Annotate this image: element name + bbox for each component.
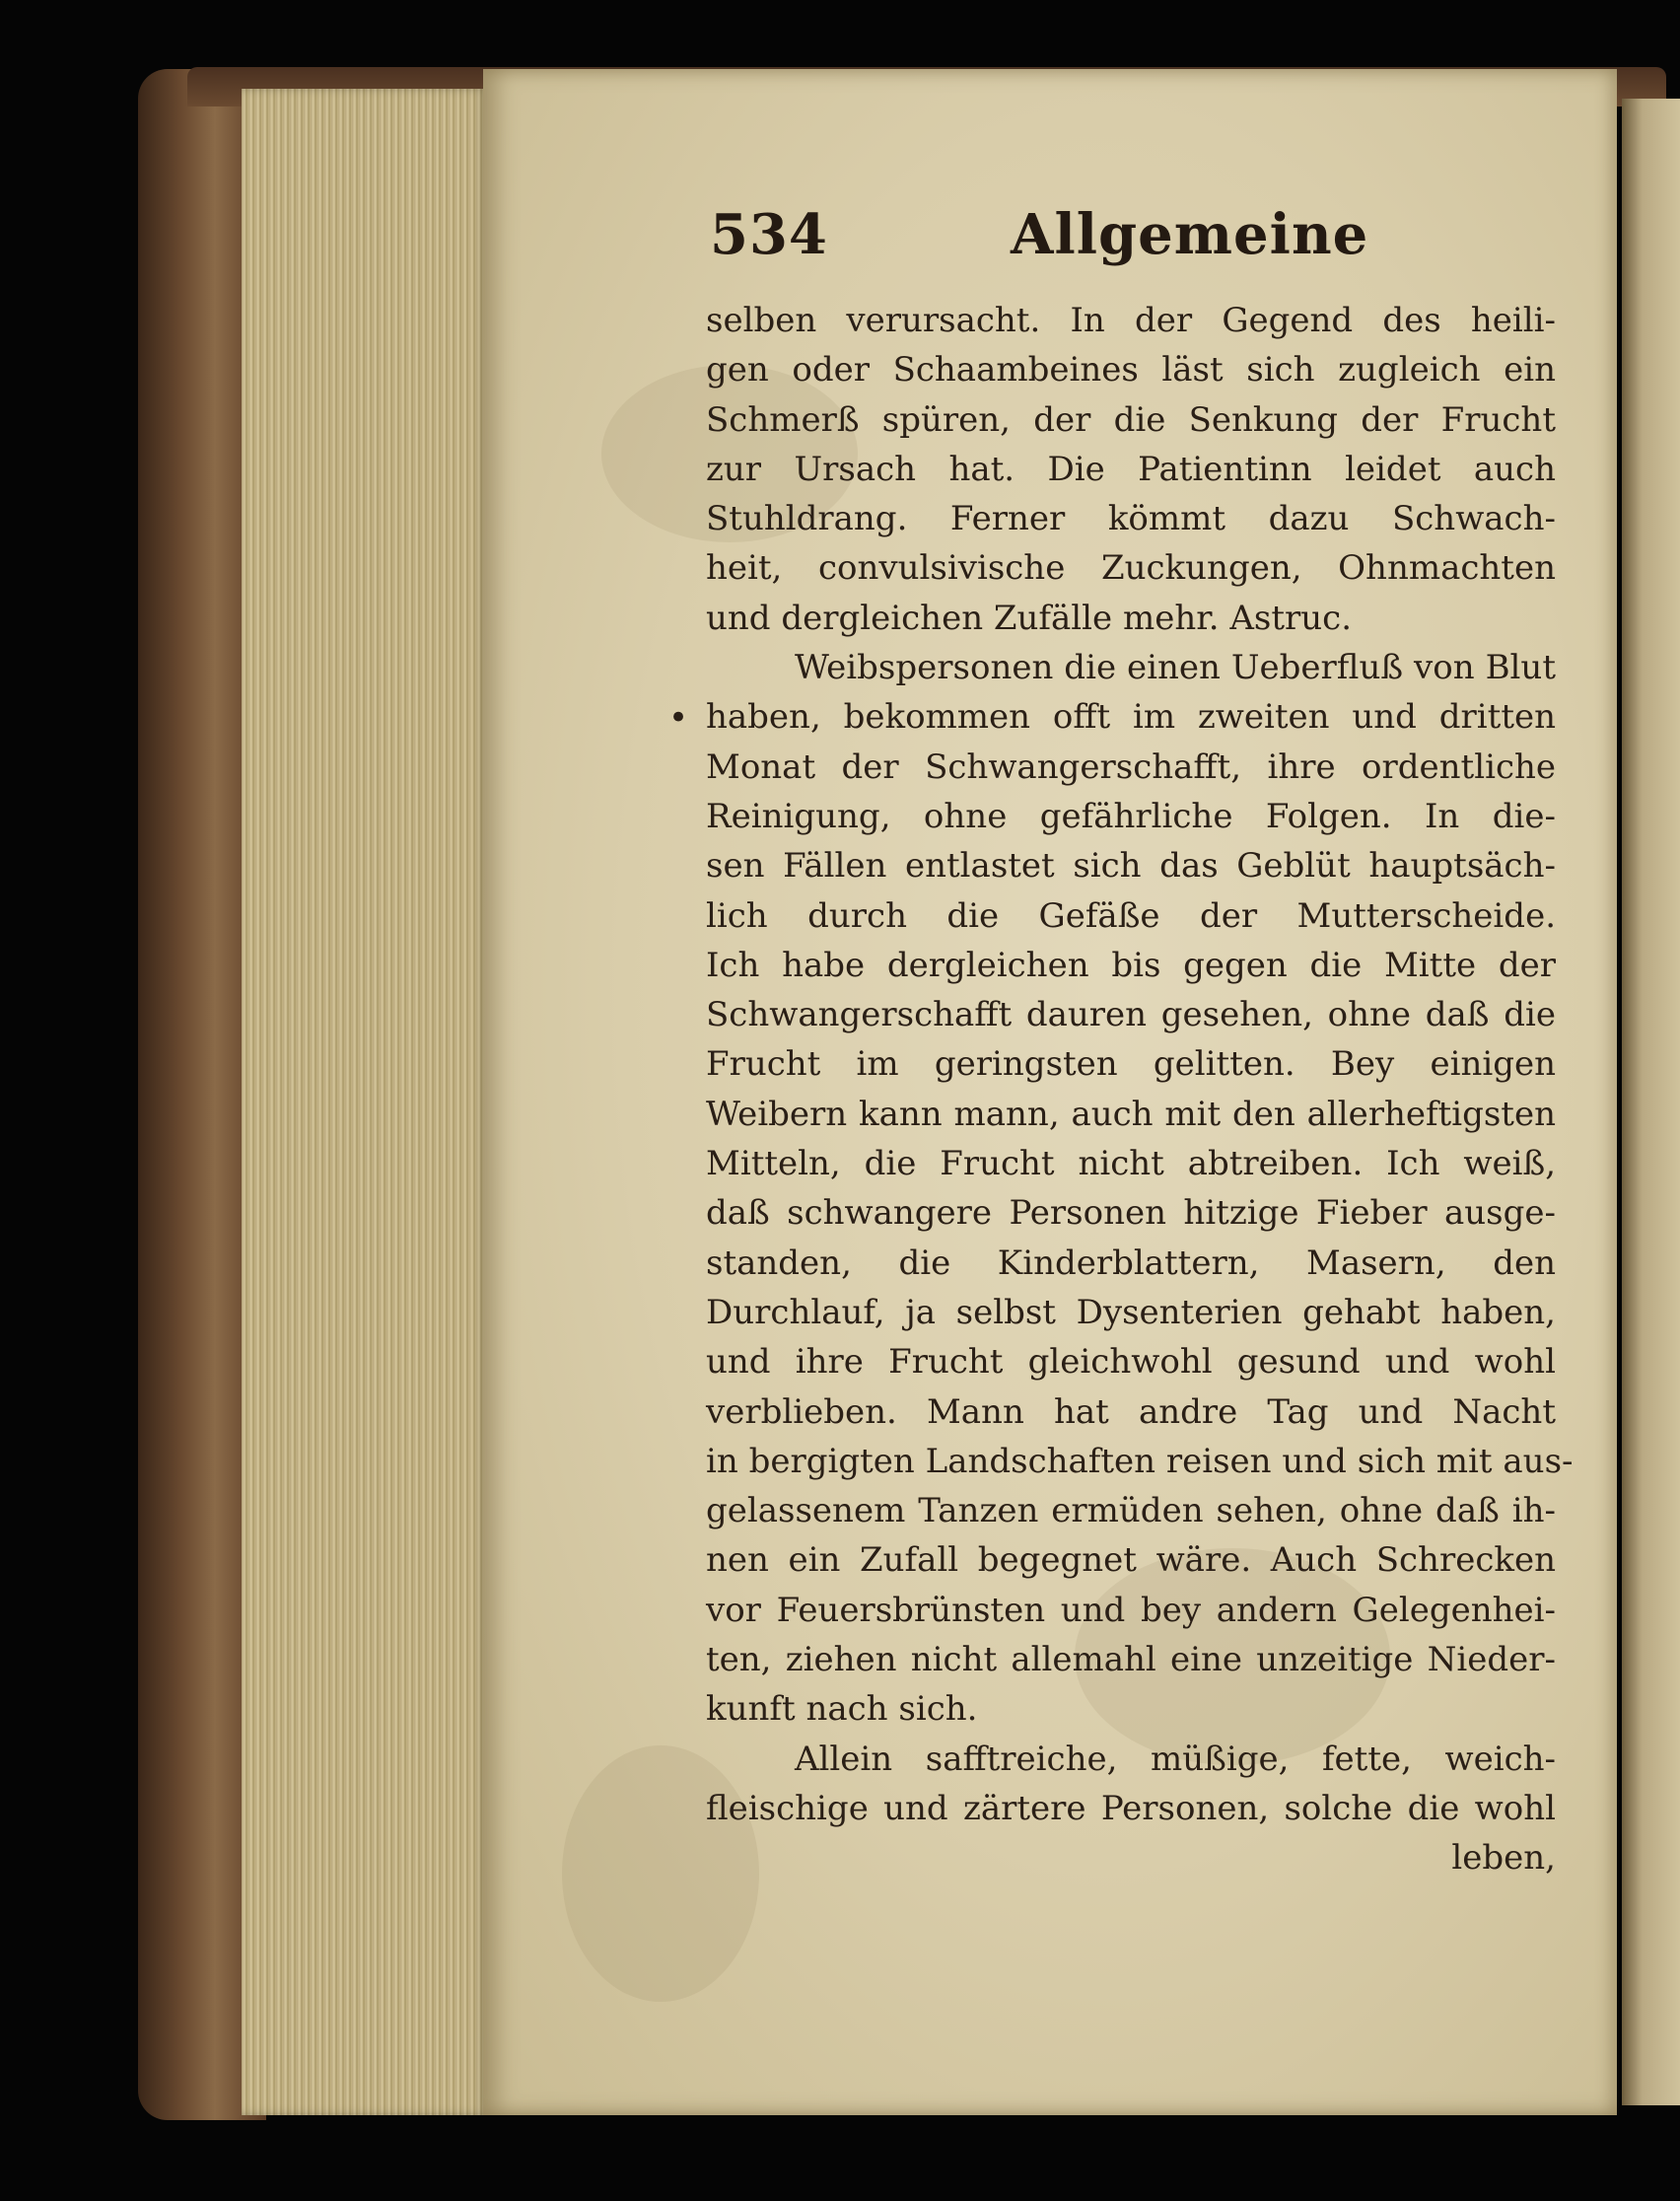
text-line: lich durch die Gefäße der Mutterscheide. [706,895,1556,936]
text-line: Reinigung, ohne gefährliche Folgen. In die- [706,796,1556,836]
text-line: Stuhldrang. Ferner kömmt dazu Schwach- [706,499,1556,539]
text-line: daß schwangere Personen hitzige Fieber ausge- [706,1193,1556,1234]
text-line: kunft nach sich. [706,1689,978,1730]
text-line: zur Ursach hat. Die Patientinn leidet auch [706,449,1556,489]
text-line: haben, bekommen offt im zweiten und dritten [706,697,1556,738]
page-header [710,202,1597,271]
text-line: in bergigten Landschaften reisen und sich mit aus- [706,1441,1574,1481]
running-head: Allgemeine [1011,202,1369,267]
text-line: Allein safftreiche, müßige, fette, weich- [795,1739,1556,1779]
text-line: Frucht im geringsten gelitten. Bey einigen [706,1044,1556,1085]
text-line: Weibspersonen die einen Ueberfluß von Blut [795,648,1556,688]
text-line: heit, convulsivische Zuckungen, Ohnmachten [706,548,1556,589]
text-line: Durchlauf, ja selbst Dysenterien gehabt haben, [706,1292,1556,1332]
text-line: Weibern kann mann, auch mit den allerheftigsten [706,1094,1556,1134]
text-line: Schmerß spüren, der die Senkung der Frucht [706,399,1556,440]
text-line: selben verursacht. In der Gegend des heili- [706,301,1556,340]
text-line: sen Fällen entlastet sich das Geblüt hauptsäch- [706,846,1556,887]
text-line: vor Feuersbrünsten und bey andern Gelegenhei- [706,1590,1556,1630]
text-line: Monat der Schwangerschafft, ihre ordentliche [706,746,1556,787]
text-line: und dergleichen Zufälle mehr. Astruc. [706,598,1353,638]
text-line: gen oder Schaambeines läst sich zugleich ein [706,350,1556,390]
text-line: ten, ziehen nicht allemahl eine unzeitige Nieder- [706,1640,1556,1680]
text-line: fleischige und zärtere Personen, solche die wohl [706,1788,1556,1828]
text-line: und ihre Frucht gleichwohl gesund und wohl [706,1342,1556,1383]
text-line: gelassenem Tanzen ermüden sehen, ohne daß ih- [706,1491,1556,1531]
text-line: verblieben. Mann hat andre Tag und Nacht [706,1391,1556,1432]
next-page-edge [1622,99,1680,2105]
page-number: 534 [710,202,828,267]
text-line: Schwangerschafft dauren gesehen, ohne daß die [706,995,1556,1035]
text-line: Mitteln, die Frucht nicht abtreiben. Ich weiß, [706,1144,1556,1184]
margin-mark: • [668,698,689,738]
body-text [706,296,1574,1883]
catchword: leben, [1451,1838,1556,1879]
page-edges [242,89,488,2115]
text-line: standen, die Kinderblattern, Masern, den [706,1242,1556,1283]
text-line: Ich habe dergleichen bis gegen die Mitte der [706,945,1556,985]
text-line: nen ein Zufall begegnet wäre. Auch Schrecken [706,1540,1556,1581]
